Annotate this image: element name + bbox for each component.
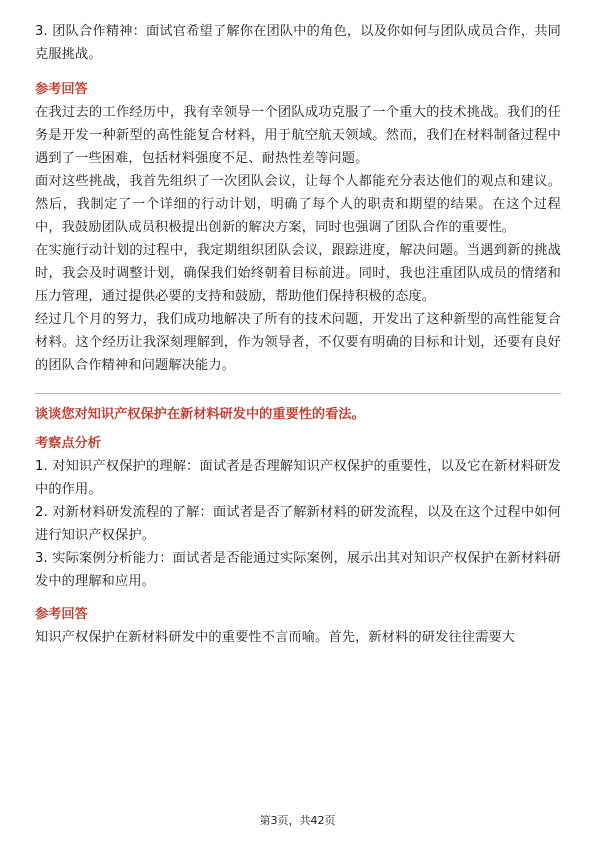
answer-paragraph-4: 经过几个月的努力，我们成功地解决了所有的技术问题，开发出了这种新型的高性能复合材料。这个经历让我深刻理解到，作为领导者，不仅要有明确的目标和计划，还要有良好的团队合作精神和问题解决能力。 bbox=[35, 312, 561, 373]
reference-answer-heading: 参考回答 bbox=[35, 82, 88, 97]
section-divider bbox=[35, 393, 561, 394]
document-body bbox=[35, 20, 561, 649]
reference-answer-heading-2: 参考回答 bbox=[35, 607, 88, 622]
answer-paragraph-1: 在我过去的工作经历中，我有幸领导一个团队成功克服了一个重大的技术挑战。我们的任务是开发一种新型的高性能复合材料，用于航空航天领域。然而，我们在材料制备过程中遇到了一些困难，包括材料强度不足、耐热性差等问题。 bbox=[35, 105, 561, 166]
answer-paragraph-3: 在实施行动计划的过程中，我定期组织团队会议，跟踪进度，解决问题。当遇到新的挑战时，我会及时调整计划，确保我们始终朝着目标前进。同时，我也注重团队成员的情绪和压力管理，通过提供必要的支持和鼓励，帮助他们保持积极的态度。 bbox=[35, 243, 561, 304]
analysis-heading: 考察点分析 bbox=[35, 436, 101, 451]
answer-paragraph-2: 面对这些挑战，我首先组织了一次团队会议，让每个人都能充分表达他们的观点和建议。然后，我制定了一个详细的行动计划，明确了每个人的职责和期望的结果。在这个过程中，我鼓励团队成员积极提出创新的解决方案，同时也强调了团队合作的重要性。 bbox=[35, 174, 561, 235]
page-number: 第3页，共42页 bbox=[259, 814, 336, 827]
analysis-point-2: 2. 对新材料研发流程的了解：面试者是否了解新材料的研发流程，以及在这个过程中如何进行知识产权保护。 bbox=[35, 505, 561, 543]
interview-question: 谈谈您对知识产权保护在新材料研发中的重要性的看法。 bbox=[35, 407, 365, 422]
analysis-point-1: 1. 对知识产权保护的理解：面试者是否理解知识产权保护的重要性，以及它在新材料研发中的作用。 bbox=[35, 459, 561, 497]
analysis-point-3: 3. 实际案例分析能力：面试者是否能通过实际案例，展示出其对知识产权保护在新材料研发中的理解和应用。 bbox=[35, 551, 561, 589]
answer-start-paragraph: 知识产权保护在新材料研发中的重要性不言而喻。首先，新材料的研发往往需要大 bbox=[35, 630, 516, 645]
point-3-teamwork: 3. 团队合作精神：面试官希望了解你在团队中的角色，以及你如何与团队成员合作，共同克服挑战。 bbox=[35, 24, 561, 62]
